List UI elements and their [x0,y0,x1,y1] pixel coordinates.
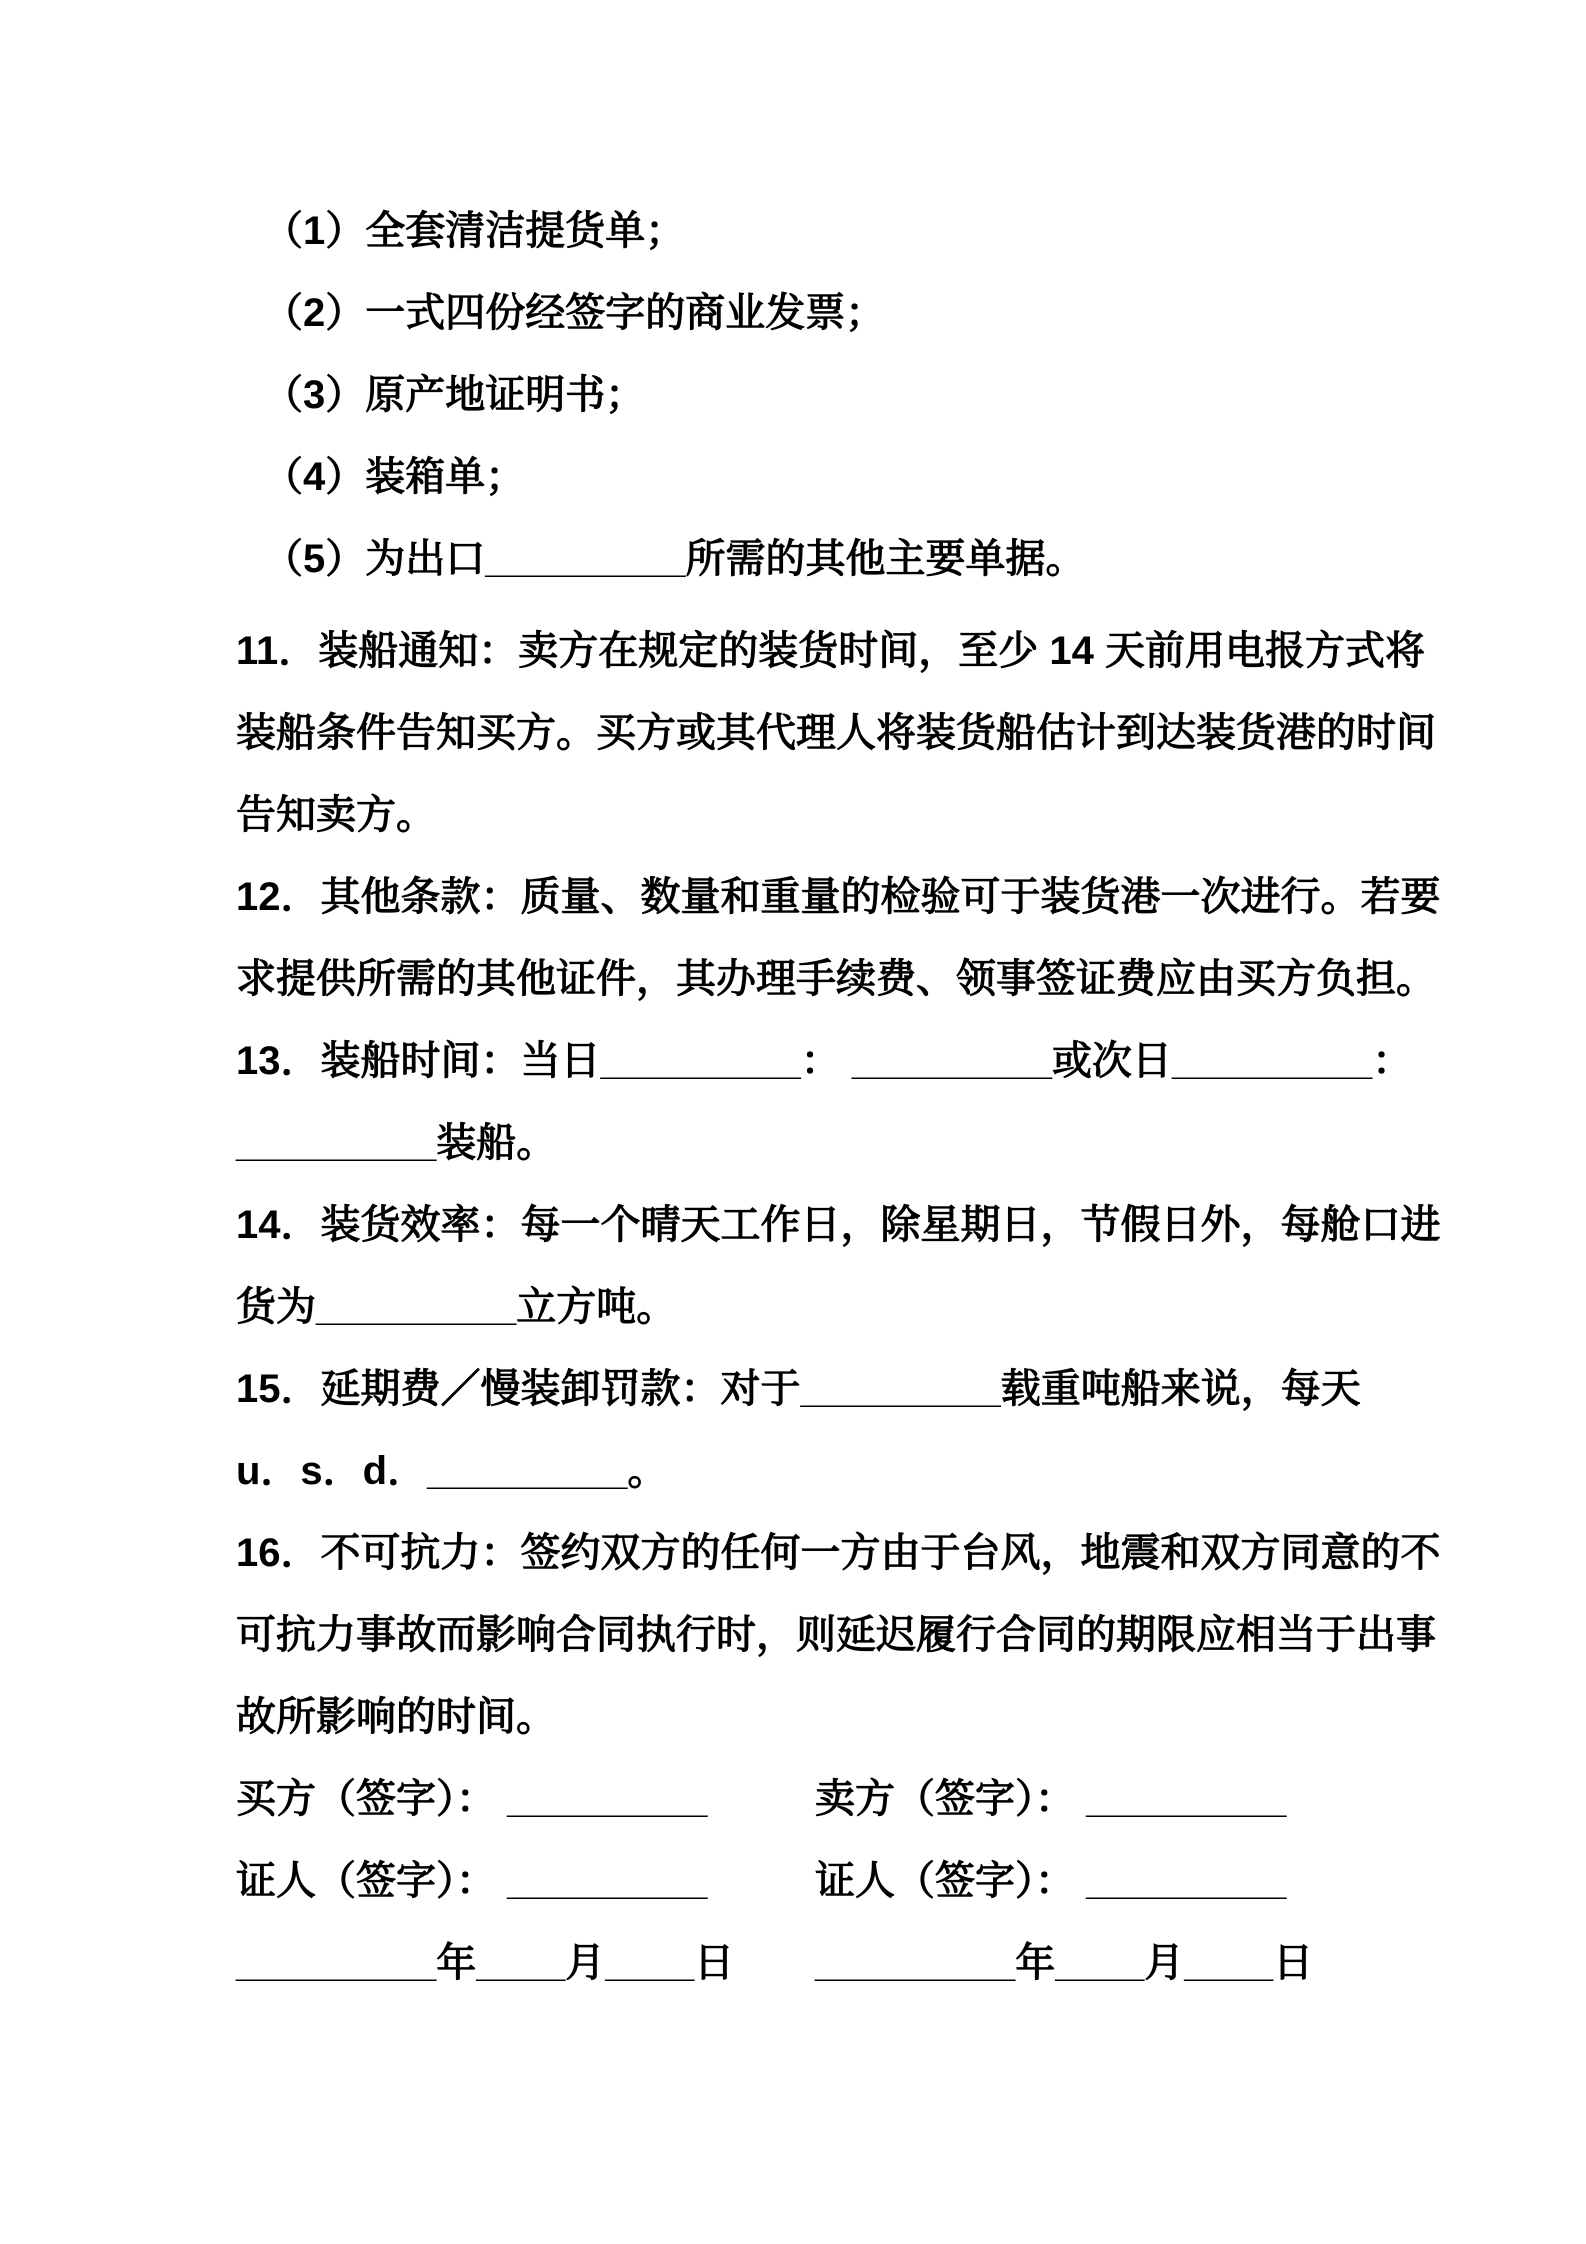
clause-11-line-1: 11．装船通知：卖方在规定的装货时间，至少 14 天前用电报方式将 [236,629,1426,673]
sub-item-1: （1）全套清洁提货单； [263,209,686,253]
witness-right-signature-line: 证人（签字）： _________ [815,1859,1287,1903]
signature-block [236,1758,1466,2004]
signature-row-witnesses [236,1840,1466,1922]
sub-item-5: （5）为出口_________所需的其他主要单据。 [263,537,1086,581]
clause-13-line-1: 13．装船时间：当日_________： _________或次日_________： [236,1039,1413,1083]
clause-14-line-1: 14．装货效率：每一个晴天工作日，除星期日，节假日外，每舱口进 [236,1203,1441,1247]
sub-item-4: （4）装箱单； [263,455,526,499]
clause-11-line-2: 装船条件告知买方。买方或其代理人将装货船估计到达装货港的时间 [236,711,1436,755]
date-left-line: _________年____月____日 [236,1941,735,1985]
sub-item-3: （3）原产地证明书； [263,373,646,417]
clause-15 [236,1348,1466,1512]
clause-14-line-2: 货为_________立方吨。 [236,1285,677,1329]
signature-row-parties [236,1758,1466,1840]
clause-16 [236,1512,1466,1758]
clause-16-line-2: 可抗力事故而影响合同执行时，则延迟履行合同的期限应相当于出事 [236,1613,1436,1657]
clause-12-line-1: 12．其他条款：质量、数量和重量的检验可于装货港一次进行。若要 [236,875,1441,919]
clause-13 [236,1020,1466,1184]
clause-12-line-2: 求提供所需的其他证件，其办理手续费、领事签证费应由买方负担。 [236,957,1436,1001]
seller-signature-line: 卖方（签字）： _________ [815,1777,1287,1821]
clause-15-line-2: u．s．d．_________。 [236,1449,668,1493]
clause-14 [236,1184,1466,1348]
clause-16-line-1: 16．不可抗力：签约双方的任何一方由于台风，地震和双方同意的不 [236,1531,1441,1575]
buyer-signature-line: 买方（签字）： _________ [236,1777,708,1821]
clause-11-line-3: 告知卖方。 [236,793,436,837]
clause-11 [236,610,1466,856]
signature-row-dates [236,1922,1466,2004]
witness-left-signature-line: 证人（签字）： _________ [236,1859,708,1903]
clause-15-line-1: 15．延期费／慢装卸罚款：对于_________载重吨船来说，每天 [236,1367,1361,1411]
date-right-line: _________年____月____日 [815,1941,1314,1985]
clause-16-line-3: 故所影响的时间。 [236,1695,556,1739]
sub-item-2: （2）一式四份经签字的商业发票； [263,291,886,335]
clause-12 [236,856,1466,1020]
clause-13-line-2: _________装船。 [236,1121,557,1165]
